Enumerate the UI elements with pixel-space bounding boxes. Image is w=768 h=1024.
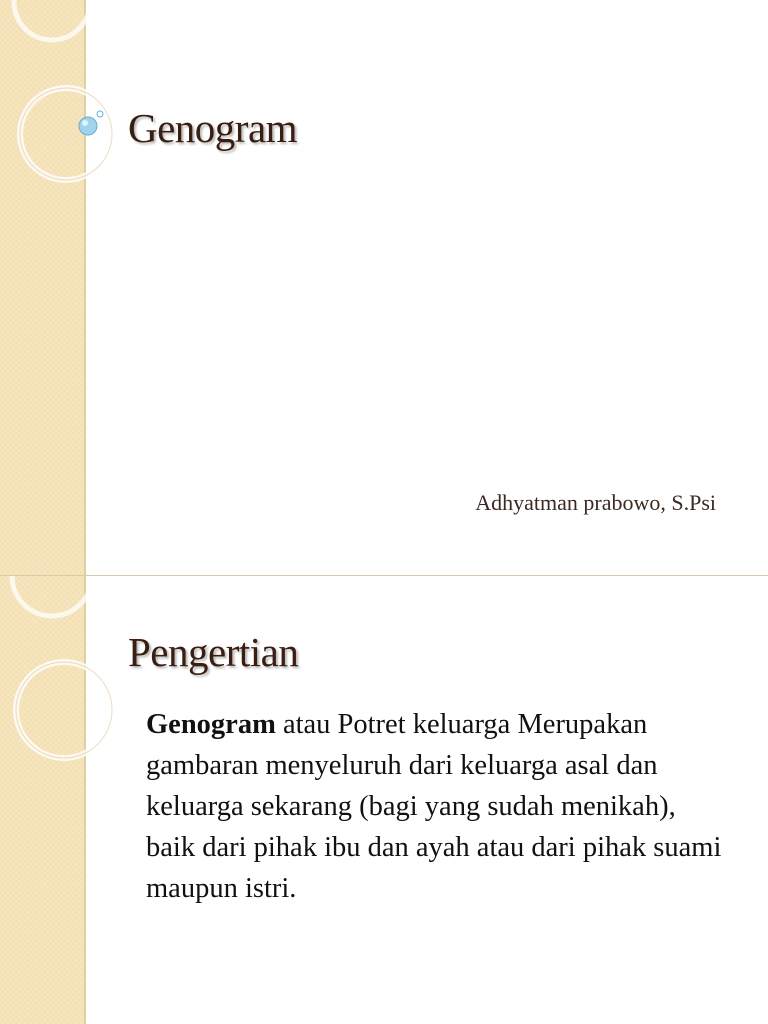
slide-title: Genogram [128,105,298,151]
circle-ornament-icon [0,0,120,576]
circle-ornament-icon [0,576,120,1024]
definition-text: atau Potret keluarga Merupakan gambaran menyeluruh dari keluarga asal dan keluarga sekarang (bagi yang sudah menikah), baik dari pihak ibu dan ayah atau dari pihak suami maupun istri. [146,709,722,904]
definition-paragraph [146,704,726,909]
slide-2 [0,576,768,1024]
slide-title: Pengertian [128,629,299,675]
author-name: Adhyatman prabowo, S.Psi [475,490,716,515]
definition-term: Genogram [146,709,276,740]
